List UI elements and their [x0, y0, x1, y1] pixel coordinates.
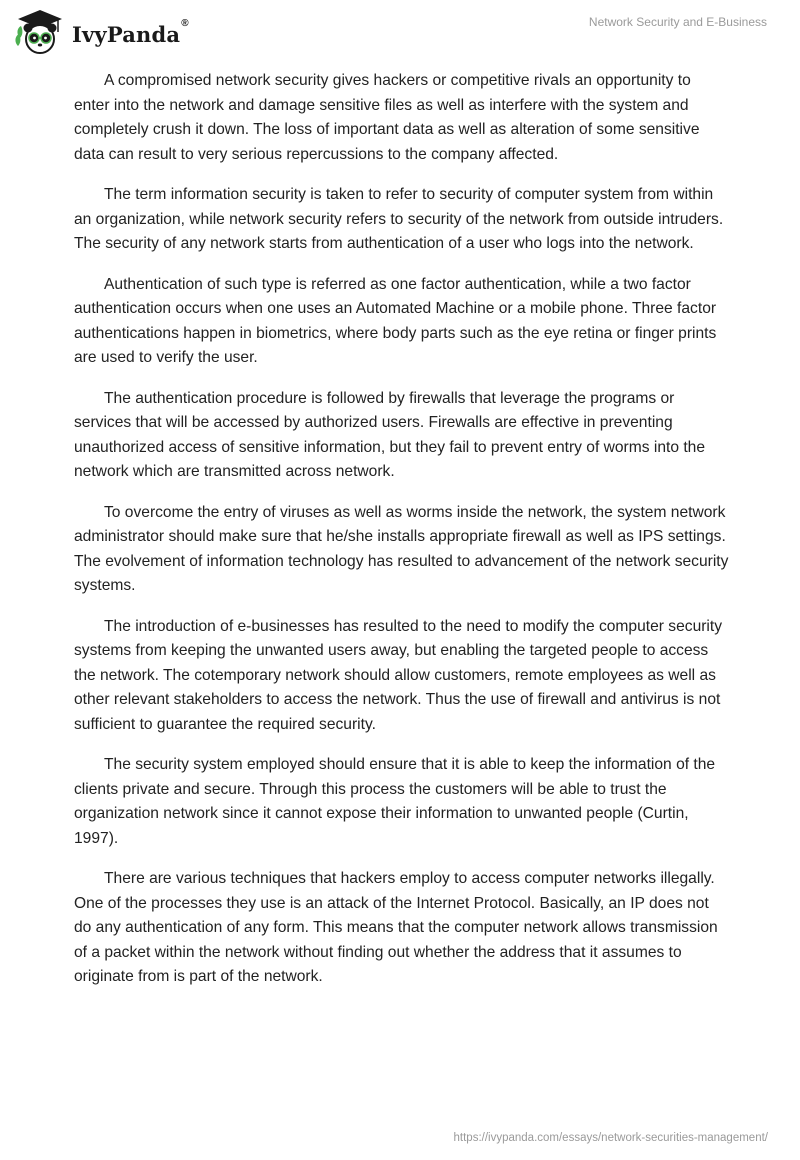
paragraph-5: To overcome the entry of viruses as well as worms inside the network, the system network administrator should make sure that he/she installs appropriate firewall as well as IPS settings. The evolvement of information technology has resulted to advancement of the network security systems. — [74, 503, 729, 594]
paragraph-7: The security system employed should ensure that it is able to keep the information of the clients private and secure. Through this process the customers will be able to trust the organization network since it cannot expose their information to unwanted people (Curtin, 1997). — [74, 756, 716, 847]
brand-logo[interactable] — [14, 8, 189, 56]
paragraph-1: A compromised network security gives hackers or competitive rivals an opportunity to enter into the network and damage sensitive files as well as interfere with the system and completely crush it down. The loss of important data as well as alteration of some sensitive data can result to very serious repercussions to the company affected. — [74, 72, 700, 163]
paragraph-4: The authentication procedure is followed by firewalls that leverage the programs or services that will be accessed by authorized users. Firewalls are effective in preventing unauthorized access of sensitive information, but they fail to prevent entry of worms into the network which are transmitted across network. — [74, 389, 706, 480]
registered-mark: ® — [181, 17, 189, 29]
paragraph-2: The term information security is taken to refer to security of computer system from within an organization, while network security refers to security of the network from outside intruders. The security of any network starts from authentication of a user who logs into the network. — [74, 186, 724, 252]
running-title: Network Security and E-Business — [588, 15, 767, 29]
page-header — [0, 0, 800, 64]
essay-body — [74, 69, 730, 1006]
paragraph-6: The introduction of e-businesses has resulted to the need to modify the computer security systems from keeping the unwanted users away, but enabling the targeted people to access the network. The cotemporary network should allow customers, remote employees as well as other relevant stakeholders to access the network. Thus the use of firewall and antivirus is not sufficient to guarantee the required security. — [74, 617, 723, 733]
panda-graduate-icon — [14, 8, 66, 56]
paragraph-8: There are various techniques that hackers employ to access computer networks illegally. One of the processes they use is an attack of the Internet Protocol. Basically, an IP does not do any authentication of any form. This means that the computer network allows transmission of a packet within the network without finding out whether the address that it assumes to originate from is part of the network. — [74, 870, 718, 985]
brand-name: IvyPanda® — [72, 17, 189, 47]
source-url[interactable]: https://ivypanda.com/essays/network-securities-management/ — [453, 1132, 768, 1144]
paragraph-3: Authentication of such type is referred as one factor authentication, while a two factor authentication occurs when one uses an Automated Machine or a mobile phone. Three factor authentications happen in biometrics, where body parts such as the eye retina or finger prints are used to verify the user. — [74, 275, 717, 366]
